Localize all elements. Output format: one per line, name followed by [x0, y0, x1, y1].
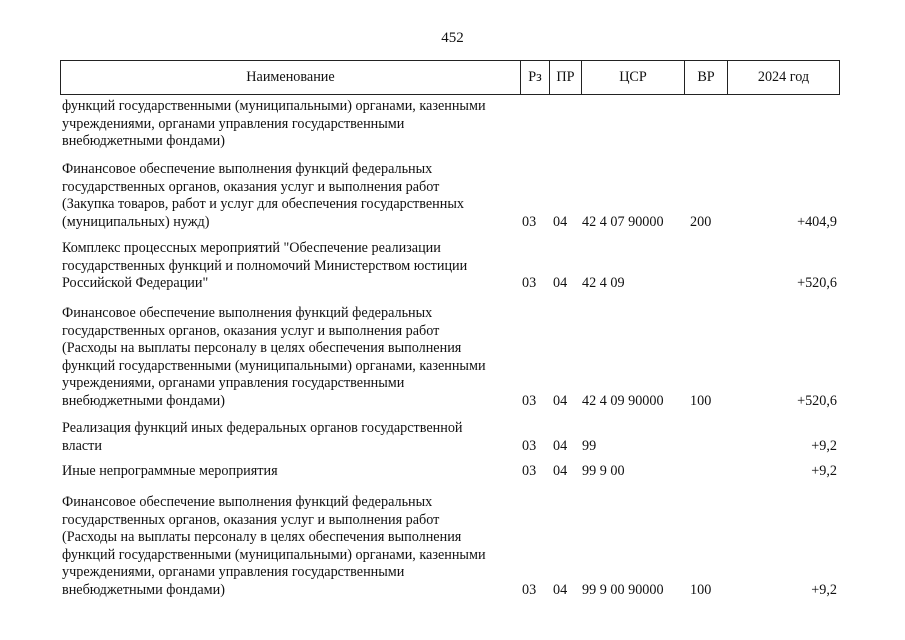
row-name-line: государственных органов, оказания услуг и выполнения работ — [62, 511, 440, 528]
row-rz: 03 — [522, 213, 537, 230]
row-csr: 42 4 09 — [582, 275, 625, 292]
row-name-line: учреждениями, органами управления государственными — [62, 564, 405, 581]
row-pr: 04 — [553, 437, 568, 454]
row-name-line: Финансовое обеспечение выполнения функций федеральных — [62, 305, 433, 321]
row-pr: 04 — [553, 275, 568, 292]
row-name-line: (Расходы на выплаты персоналу в целях обеспечения выполнения — [62, 340, 462, 357]
row-name-line: учреждениями, органами управления государственными — [62, 115, 405, 132]
row-name-line: внебюджетными фондами) — [62, 582, 225, 598]
row-pr: 04 — [553, 213, 568, 230]
row-name-line: внебюджетными фондами) — [62, 133, 225, 150]
page-number: 452 — [441, 30, 464, 46]
table-header — [60, 60, 840, 95]
row-name-line: Российской Федерации" — [62, 275, 209, 292]
row-name-line: (Расходы на выплаты персоналу в целях обеспечения выполнения — [62, 529, 462, 546]
header-vr: ВР — [685, 61, 728, 94]
row-amount: +404,9 — [797, 213, 837, 230]
row-amount: +520,6 — [797, 393, 837, 409]
row-vr: 200 — [690, 213, 712, 230]
row-csr: 99 9 00 — [582, 463, 625, 479]
row-rz: 03 — [522, 437, 537, 454]
row-name-line: власти — [62, 437, 102, 454]
row-pr: 04 — [553, 582, 568, 598]
header-csr: ЦСР — [582, 61, 685, 94]
row-amount: +9,2 — [811, 582, 837, 598]
row-amount: +9,2 — [811, 437, 837, 454]
row-name-line: учреждениями, органами управления государственными — [62, 375, 405, 392]
row-amount: +520,6 — [797, 275, 837, 292]
row-name-line: функций государственными (муниципальными) органами, казенными — [62, 546, 486, 563]
row-rz: 03 — [522, 275, 537, 292]
row-name-line: государственных функций и полномочий Министерством юстиции — [62, 257, 468, 274]
row-csr: 42 4 07 90000 — [582, 213, 664, 230]
header-pr: ПР — [550, 61, 582, 94]
row-amount: +9,2 — [811, 463, 837, 479]
row-name-line: (муниципальных) нужд) — [62, 213, 210, 230]
row-name-line: внебюджетными фондами) — [62, 393, 225, 409]
row-rz: 03 — [522, 393, 537, 409]
row-name-line: Комплекс процессных мероприятий "Обеспечение реализации — [62, 240, 441, 256]
row-vr: 100 — [690, 582, 712, 598]
header-rz: Рз — [521, 61, 550, 94]
row-csr: 42 4 09 90000 — [582, 393, 664, 409]
row-name-line: (Закупка товаров, работ и услуг для обеспечения государственных — [62, 196, 464, 213]
row-name-line: Финансовое обеспечение выполнения функций федеральных — [62, 494, 433, 510]
row-csr: 99 — [582, 437, 597, 454]
row-name-line: Иные непрограммные мероприятия — [62, 463, 278, 479]
row-rz: 03 — [522, 463, 537, 479]
row-name-line: государственных органов, оказания услуг и выполнения работ — [62, 178, 440, 195]
row-name-line: Реализация функций иных федеральных органов государственной — [62, 420, 463, 436]
row-vr: 100 — [690, 393, 712, 409]
row-name-line: Финансовое обеспечение выполнения функций федеральных — [62, 161, 433, 177]
header-name: Наименование — [61, 61, 521, 94]
row-pr: 04 — [553, 463, 568, 479]
row-rz: 03 — [522, 582, 537, 598]
row-name-line: функций государственными (муниципальными) органами, казенными — [62, 98, 486, 114]
row-csr: 99 9 00 90000 — [582, 582, 664, 598]
header-year: 2024 год — [757, 69, 810, 85]
row-name-line: функций государственными (муниципальными) органами, казенными — [62, 357, 486, 374]
row-name-line: государственных органов, оказания услуг и выполнения работ — [62, 322, 440, 339]
row-pr: 04 — [553, 393, 568, 409]
